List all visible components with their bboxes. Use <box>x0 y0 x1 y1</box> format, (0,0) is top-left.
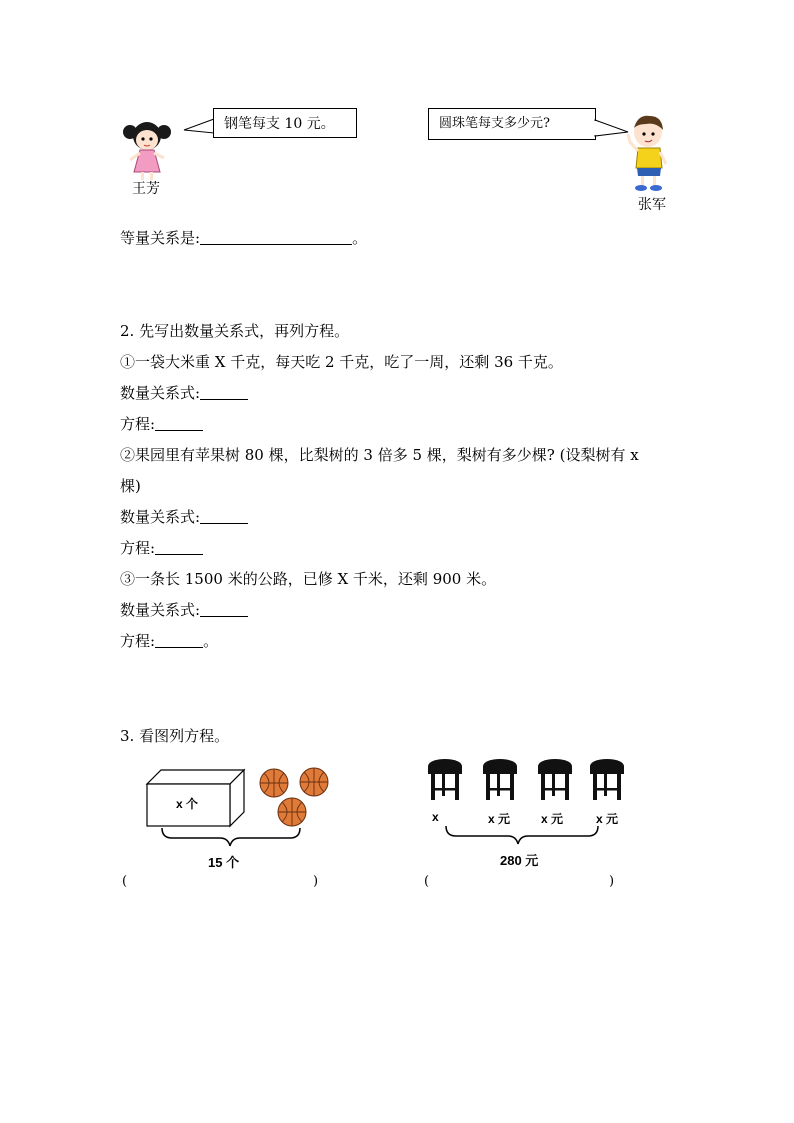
q2-problem-3: ③一条长 1500 米的公路，已修 X 千米，还剩 900 米。 <box>120 570 497 588</box>
relation-label: 数量关系式: <box>120 508 201 526</box>
stool-icon <box>538 759 572 800</box>
box-count-label: x 个 <box>176 797 199 811</box>
equation-blank[interactable] <box>155 633 203 648</box>
girl-name: 王芳 <box>132 181 160 197</box>
stool-price-label: x 元 <box>488 812 511 826</box>
answer-space-fig2[interactable] <box>434 874 608 890</box>
stools-total-label: 280 元 <box>500 853 539 868</box>
equal-relation-end: 。 <box>352 229 368 247</box>
stool-icon <box>590 759 624 800</box>
basketball-icon <box>260 769 288 797</box>
equation-label: 方程: <box>120 539 156 557</box>
answer-paren-open: ( <box>424 874 430 889</box>
box-and-balls-svg <box>140 762 340 872</box>
boy-speech-bubble: 圆珠笔每支多少元? <box>428 108 596 140</box>
equation-blank[interactable] <box>155 540 203 555</box>
q2-p1-equation <box>120 415 203 433</box>
basketball-icon <box>300 768 328 796</box>
q3-title: 3. 看图列方程。 <box>120 727 230 745</box>
equation-period: 。 <box>203 632 219 650</box>
boy-illustration <box>618 112 678 196</box>
girl-speech-tail <box>182 116 216 138</box>
brace-bracket <box>446 826 598 844</box>
stool-icon <box>483 759 517 800</box>
q2-p3-equation <box>120 632 218 650</box>
box-balls-total-label: 15 个 <box>208 855 240 870</box>
figure-box-and-balls <box>140 762 340 872</box>
equal-relation-label: 等量关系是: <box>120 229 201 247</box>
q2-p1-relation <box>120 384 248 402</box>
stool-first-label: x <box>432 810 439 824</box>
q2-p2-relation <box>120 508 248 526</box>
relation-label: 数量关系式: <box>120 384 201 402</box>
q2-problem-1: ①一袋大米重 X 千克，每天吃 2 千克，吃了一周，还剩 36 千克。 <box>120 353 563 371</box>
answer-paren-close: ) <box>609 874 615 889</box>
answer-paren-open: ( <box>122 874 128 889</box>
girl-speech-bubble: 钢笔每支 10 元。 <box>213 108 357 138</box>
q2-p3-relation <box>120 601 248 619</box>
equation-label: 方程: <box>120 415 156 433</box>
answer-space-fig1[interactable] <box>132 874 312 890</box>
stool-price-label: x 元 <box>596 812 619 826</box>
relation-blank[interactable] <box>200 602 248 617</box>
q2-problem-2-cont: 棵) <box>120 477 141 495</box>
q2-p2-equation <box>120 539 203 557</box>
brace-bracket <box>162 828 300 846</box>
equal-relation-blank[interactable] <box>200 230 352 245</box>
basketball-icon <box>278 798 306 826</box>
stool-icon <box>428 759 462 800</box>
stool-price-label: x 元 <box>541 812 564 826</box>
relation-blank[interactable] <box>200 385 248 400</box>
answer-paren-close: ) <box>313 874 319 889</box>
q2-problem-2: ②果园里有苹果树 80 棵，比梨树的 3 倍多 5 棵，梨树有多少棵? (设梨树有 x <box>120 446 639 464</box>
relation-label: 数量关系式: <box>120 601 201 619</box>
equal-relation-line <box>120 229 367 247</box>
box-top <box>147 770 244 784</box>
girl-illustration <box>118 116 178 182</box>
equation-label: 方程: <box>120 632 156 650</box>
boy-name: 张军 <box>638 197 666 213</box>
equation-blank[interactable] <box>155 416 203 431</box>
relation-blank[interactable] <box>200 509 248 524</box>
q2-title: 2. 先写出数量关系式，再列方程。 <box>120 322 350 340</box>
